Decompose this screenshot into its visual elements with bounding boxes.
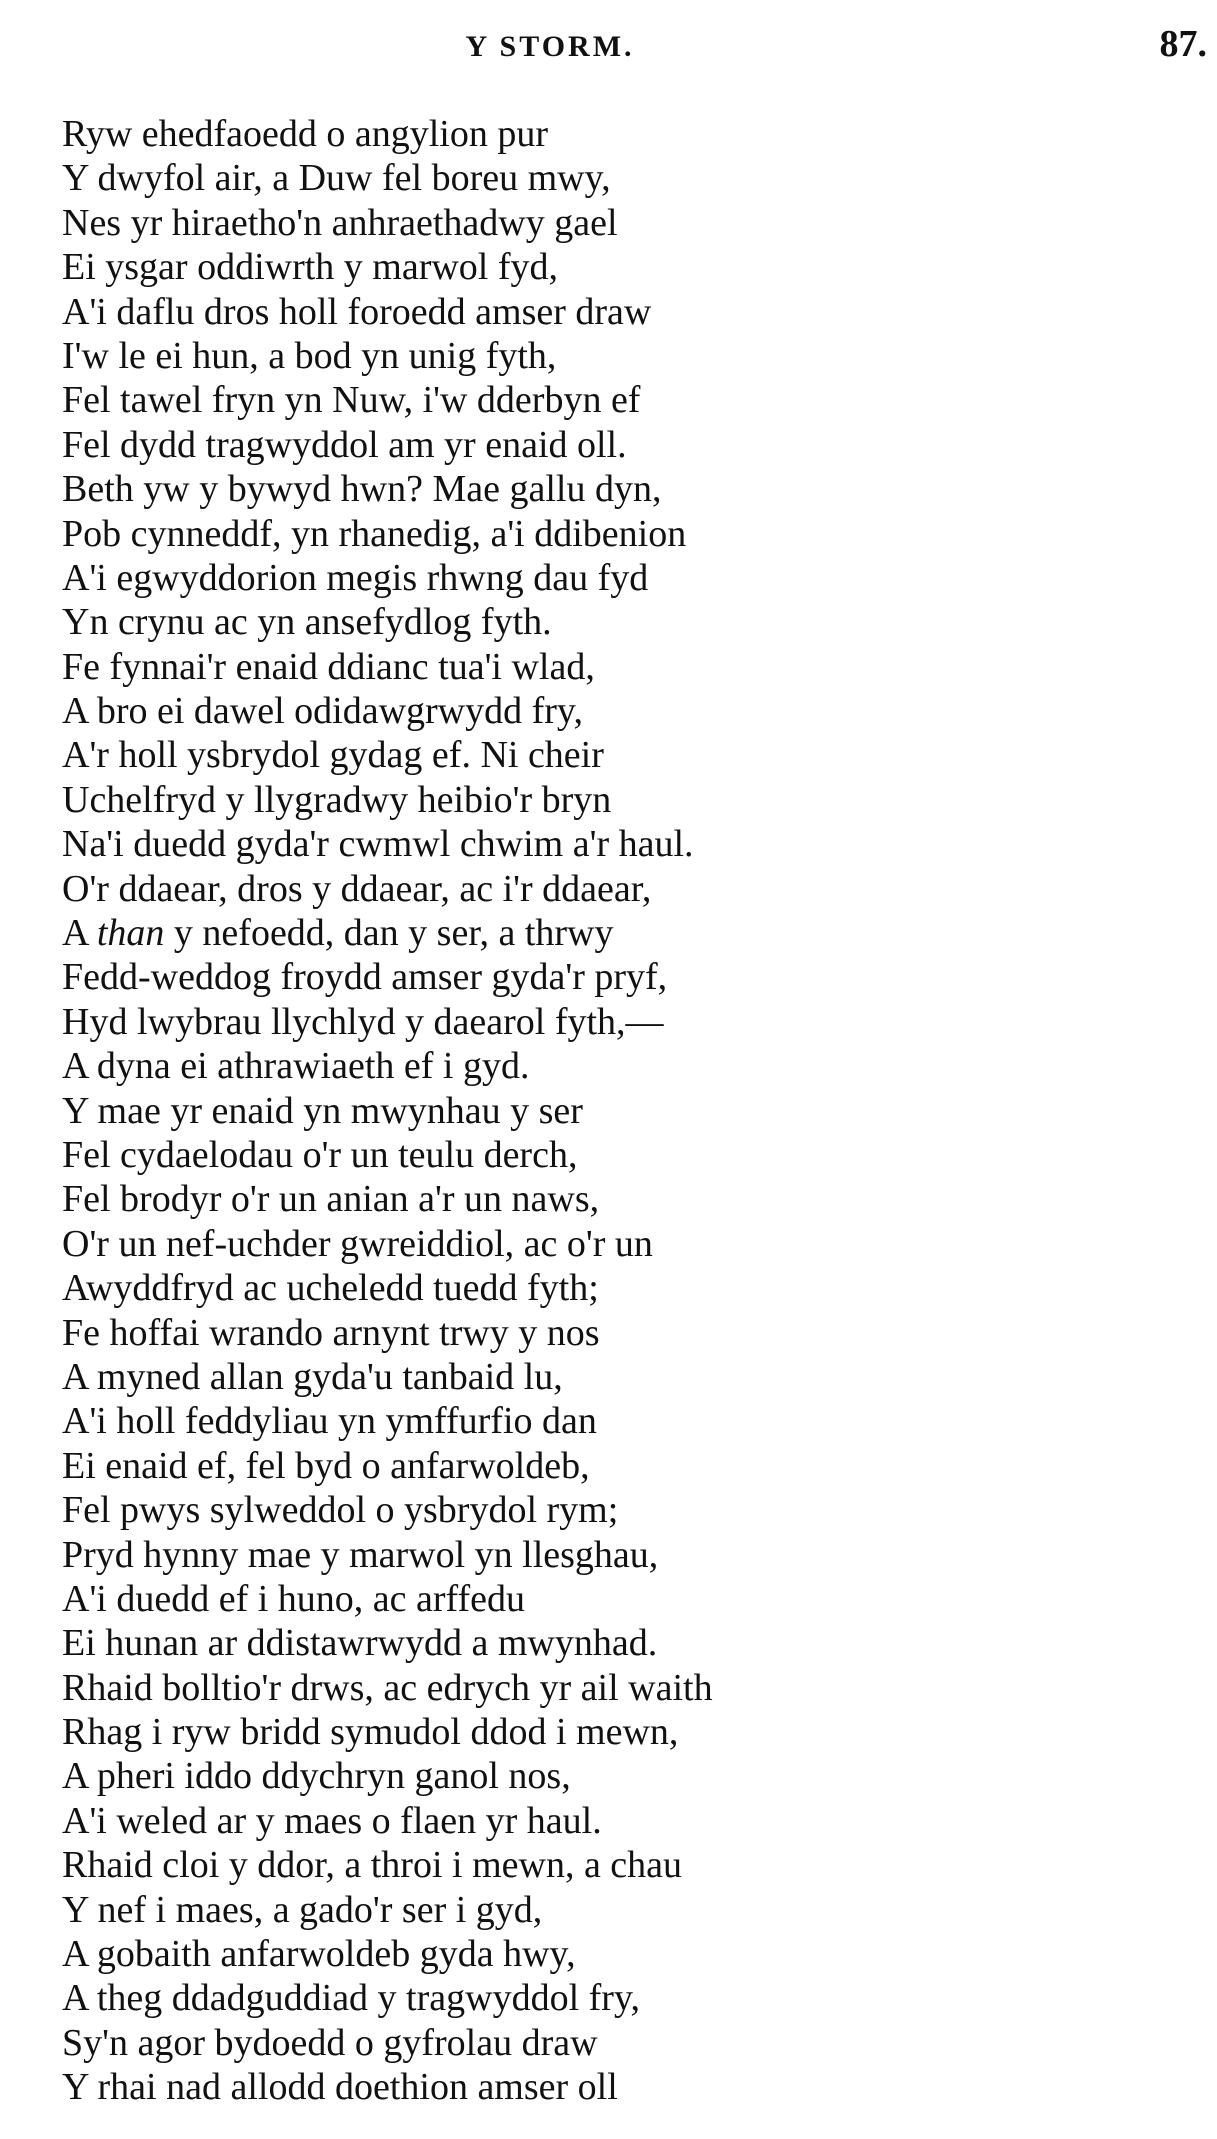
poem-line: A'i duedd ef i huno, ac arffedu <box>62 1577 526 1620</box>
poem-line: O'r un nef-uchder gwreiddiol, ac o'r un <box>62 1222 653 1265</box>
poem-line-text: y nefoedd, dan y ser, a thrwy <box>164 912 614 955</box>
poem-line: Rhaid cloi y ddor, a throi i mewn, a chau <box>62 1844 683 1887</box>
poem-line: Y rhai nad allodd doethion amser oll <box>62 2066 618 2109</box>
poem-line: Rhag i ryw bridd symudol ddod i mewn, <box>62 1711 679 1754</box>
poem-body <box>62 112 1182 2110</box>
poem-line: Ei hunan ar ddistawrwydd a mwynhad. <box>62 1622 658 1665</box>
poem-line: Awyddfryd ac ucheledd tuedd fyth; <box>62 1267 599 1310</box>
poem-line: Fel brodyr o'r un anian a'r un naws, <box>62 1178 600 1221</box>
poem-line: Pob cynneddf, yn rhanedig, a'i ddibenion <box>62 512 687 555</box>
poem-line: Fel cydaelodau o'r un teulu derch, <box>62 1133 578 1176</box>
poem-line: A bro ei dawel odidawgrwydd fry, <box>62 690 583 733</box>
poem-line: Ei ysgar oddiwrth y marwol fyd, <box>62 246 559 289</box>
poem-line: Fedd-weddog froydd amser gyda'r pryf, <box>62 956 668 999</box>
poem-line: Yn crynu ac yn ansefydlog fyth. <box>62 601 552 644</box>
poem-line: Y mae yr enaid yn mwynhau y ser <box>62 1089 583 1132</box>
poem-line: Sy'n agor bydoedd o gyfrolau draw <box>62 2021 598 2064</box>
poem-line-text: A <box>62 912 97 955</box>
poem-line: I'w le ei hun, a bod yn unig fyth, <box>62 334 557 377</box>
poem-line: A'i holl feddyliau yn ymffurfio dan <box>62 1400 597 1443</box>
running-title: Y STORM. <box>465 30 635 63</box>
poem-line <box>62 911 1182 955</box>
poem-line: Ei enaid ef, fel byd o anfarwoldeb, <box>62 1444 590 1487</box>
running-head <box>0 23 1217 80</box>
poem-line: Na'i duedd gyda'r cwmwl chwim a'r haul. <box>62 823 694 866</box>
poem-line: Rhaid bolltio'r drws, ac edrych yr ail waith <box>62 1666 713 1709</box>
poem-line: Uchelfryd y llygradwy heibio'r bryn <box>62 778 612 821</box>
poem-line: Beth yw y bywyd hwn? Mae gallu dyn, <box>62 468 662 511</box>
poem-line-italic: than <box>96 912 165 955</box>
poem-line: Y nef i maes, a gado'r ser i gyd, <box>62 1888 543 1931</box>
poem-line: Y dwyfol air, a Duw fel boreu mwy, <box>62 157 611 200</box>
poem-line: Fe fynnai'r enaid ddianc tua'i wlad, <box>62 645 595 688</box>
page-number: 87. <box>1159 23 1207 65</box>
poem-line: Ryw ehedfaoedd o angylion pur <box>62 113 549 155</box>
poem-line: A'i daflu dros holl foroedd amser draw <box>62 290 652 333</box>
poem-line: A theg ddadguddiad y tragwyddol fry, <box>62 1977 640 2020</box>
poem-line: Pryd hynny mae y marwol yn llesghau, <box>62 1533 659 1576</box>
poem-line: A gobaith anfarwoldeb gyda hwy, <box>62 1933 576 1976</box>
poem-line: A dyna ei athrawiaeth ef i gyd. <box>62 1045 530 1088</box>
poem-line: A myned allan gyda'u tanbaid lu, <box>62 1355 563 1398</box>
poem-line: A'i weled ar y maes o flaen yr haul. <box>62 1799 602 1842</box>
poem-line: Fel tawel fryn yn Nuw, i'w dderbyn ef <box>62 379 641 422</box>
poem-line: A pheri iddo ddychryn ganol nos, <box>62 1755 571 1798</box>
poem-line: Fel dydd tragwyddol am yr enaid oll. <box>62 423 627 466</box>
poem-line: Hyd lwybrau llychlyd y daearol fyth,— <box>62 1000 664 1043</box>
poem-line: Fel pwys sylweddol o ysbrydol rym; <box>62 1489 619 1532</box>
poem-line: Fe hoffai wrando arnynt trwy y nos <box>62 1311 600 1354</box>
poem-line: A'r holl ysbrydol gydag ef. Ni cheir <box>62 734 604 777</box>
poem-line: Nes yr hiraetho'n anhraethadwy gael <box>62 201 618 244</box>
poem-line: A'i egwyddorion megis rhwng dau fyd <box>62 556 649 599</box>
poem-line: O'r ddaear, dros y ddaear, ac i'r ddaear, <box>62 867 652 910</box>
